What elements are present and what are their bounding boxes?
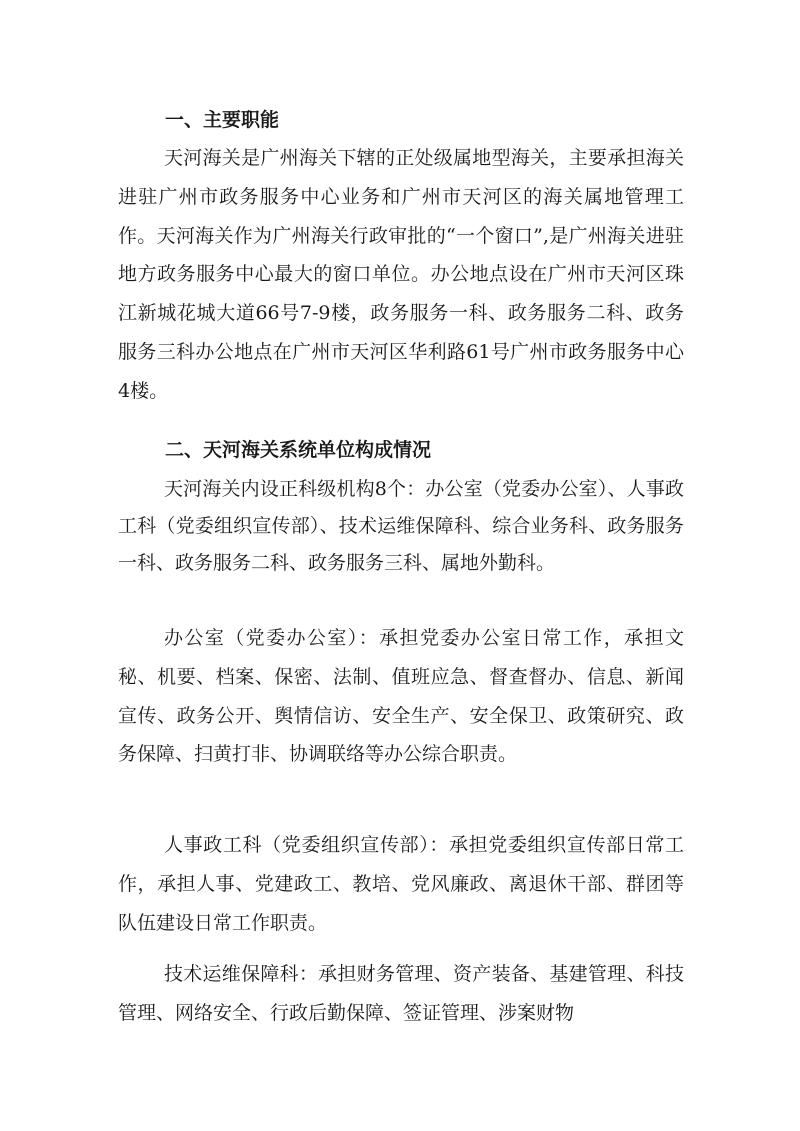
section-heading-main-functions: 一、主要职能 xyxy=(165,109,280,131)
tech-support-duties-paragraph: 技术运维保障科：承担财务管理、资产装备、基建管理、科技管理、网络安全、行政后勤保障、签证管理、涉案财物 xyxy=(118,963,684,1025)
main-functions-paragraph: 天河海关是广州海关下辖的正处级属地型海关，主要承担海关进驻广州市政务服务中心业务和广州市天河区的海关属地管理工作。天河海关作为广州海关行政审批的“一个窗口”,是广州海关进驻地方政务服务中心最大的窗口单位。办公地点设在广州市天河区珠江新城花城大道66号7-9楼，政务服务一科、政务服务二科、政务服务三科办公地点在广州市天河区华利路61号广州市政务服务中心4楼。 xyxy=(118,147,684,402)
internal-units-paragraph: 天河海关内设正科级机构8个：办公室（党委办公室）、人事政工科（党委组织宣传部）、技术运维保障科、综合业务科、政务服务一科、政务服务二科、政务服务三科、属地外勤科。 xyxy=(118,478,684,574)
office-duties-paragraph: 办公室（党委办公室）：承担党委办公室日常工作，承担文秘、机要、档案、保密、法制、值班应急、督查督办、信息、新闻宣传、政务公开、舆情信访、安全生产、安全保卫、政策研究、政务保障、扫黄打非、协调联络等办公综合职责。 xyxy=(118,627,684,766)
personnel-duties-paragraph: 人事政工科（党委组织宣传部）：承担党委组织宣传部日常工作，承担人事、党建政工、教培、党风廉政、离退休干部、群团等队伍建设日常工作职责。 xyxy=(118,834,684,934)
section-heading-unit-composition: 二、天河海关系统单位构成情况 xyxy=(165,439,432,461)
